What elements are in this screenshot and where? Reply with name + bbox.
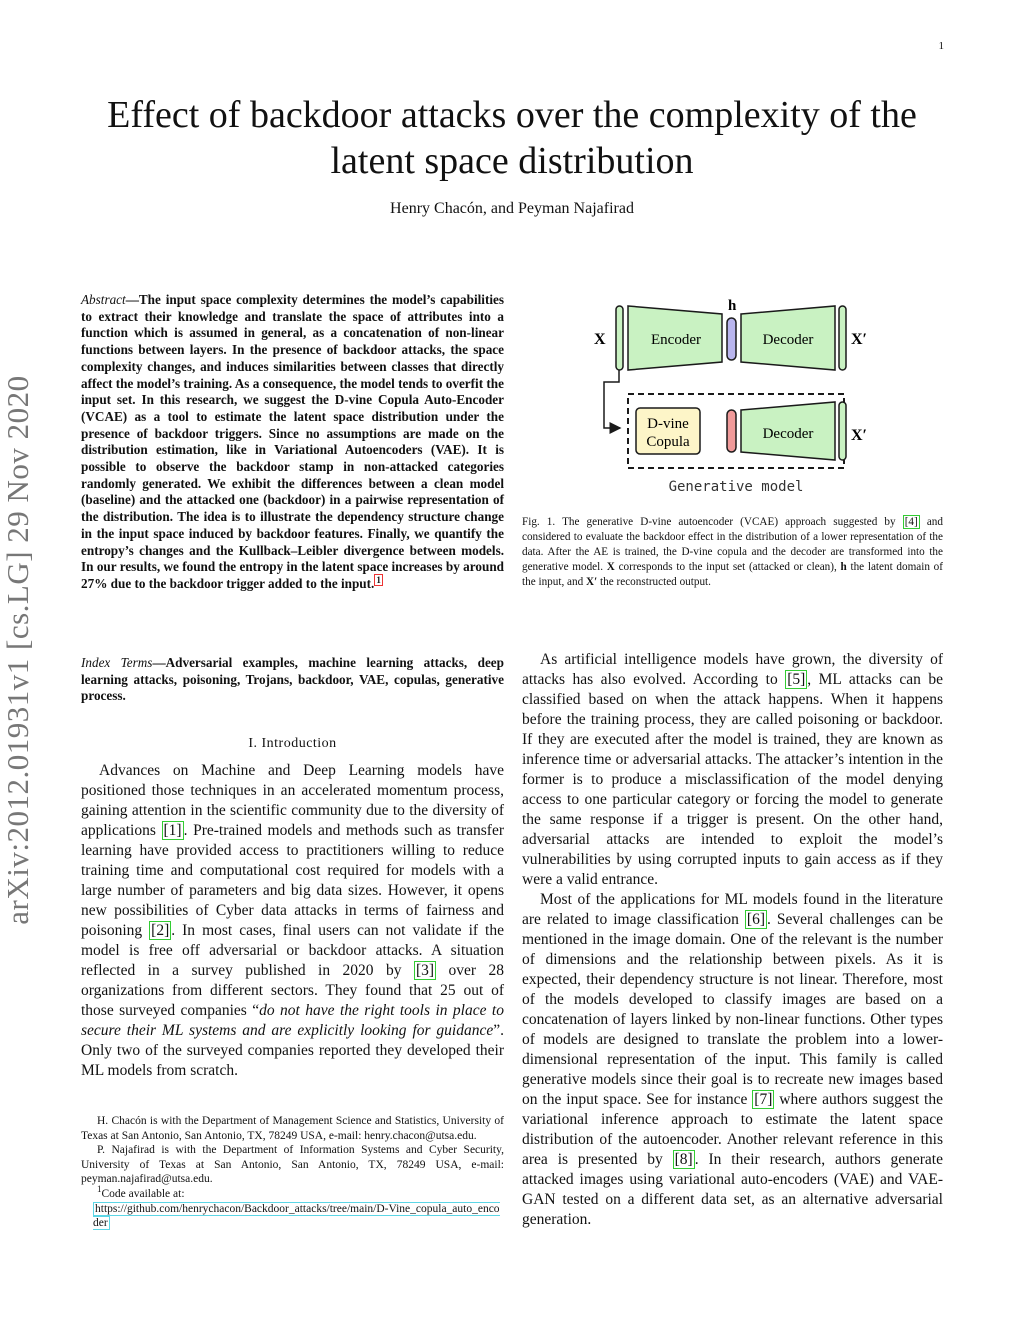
citation-link[interactable]: [4] bbox=[904, 516, 918, 528]
right-body bbox=[522, 650, 943, 1230]
output-bar-2 bbox=[839, 402, 846, 460]
footnotes bbox=[81, 1114, 504, 1231]
citation-link[interactable]: [5] bbox=[787, 671, 806, 688]
footnote-marker[interactable]: 1 bbox=[376, 574, 381, 585]
abstract-label: Abstract bbox=[81, 292, 126, 307]
latent-bar bbox=[727, 318, 736, 360]
right-paragraph-2: Most of the applications for ML models found in the literature are related to image classification [6] . Several challenges can be mentioned in the image domain. One of the relevant is the number of dimensions and the relationship between pixels. As it is expected, their dependency structure is not linear. Therefore, most of the models developed to classify images are based on a concatenation of layers linked by non-linear functions. Other types of models are designed to translate the problem into a lower-dimensional representation of the input. This family is called generative models since their goal is to recreate new images based on the input space. See for instance [7] where authors suggest the variational inference approach to estimate the latent space distribution of the autoencoder. Another relevant reference in this area is presented by [8] . In their research, authors generate attacked images using variational auto-encoders (VAE) and VAE-GAN tested on a different data set, as an alternative adversarial generation. bbox=[522, 891, 944, 1228]
footnote-author1: H. Chacón is with the Department of Management Science and Statistics, University of Texas at San Antonio, San Antonio, TX, 78249 USA, e-mail: henry.chacon@utsa.edu. bbox=[81, 1115, 504, 1142]
paper-title: Effect of backdoor attacks over the complexity of the latent space distribution bbox=[107, 94, 917, 182]
figure-caption: Fig. 1. The generative D-vine autoencoder (VCAE) approach suggested by [4] and considered to evaluate the backdoor effect in the distribution of a lower representation of the data. After the AE is trained, the D-vine copula and the decoder are transformed into the generative model. X corresponds to the input set (attacked or clean), h the latent domain of the input, and X′ the reconstructed output. bbox=[522, 516, 943, 588]
input-bar-1 bbox=[616, 306, 623, 370]
label-xprime-bottom: X′ bbox=[851, 427, 868, 444]
flow-arrow bbox=[604, 370, 620, 428]
dvine-label-line2: Copula bbox=[646, 434, 690, 450]
citation-link[interactable]: [1] bbox=[163, 822, 182, 839]
encoder-label: Encoder bbox=[651, 332, 701, 348]
code-url-link[interactable]: https://github.com/henrychacon/Backdoor_attacks/tree/main/D-Vine_copula_auto_encoder bbox=[93, 1202, 500, 1230]
right-paragraph-1: As artificial intelligence models have grown, the diversity of attacks has also evolved. According to [5] , ML attacks can be classified based on when the attack happens. When it happens before the training process, they are called poisoning or backdoor. If they are executed after the model is trained, they are known as inference time or adversarial attacks. The attacker’s intention in the former is to produce a misclassification of the model denying access to one particular category or forcing the model to generate the same response if a trigger is present. On the other hand, adversarial attacks are intended to exploit the model’s vulnerabilities by using corrupted inputs to gain access as if they were a valid entrance. bbox=[522, 651, 943, 888]
output-bar-1 bbox=[839, 306, 846, 370]
citation-link[interactable]: [2] bbox=[151, 922, 170, 939]
index-terms bbox=[81, 655, 504, 705]
abstract-text: —The input space complexity determines the model’s capabilities to extract their knowledge and translate the space of attributes into a function which is assumed in general, as a concatenation of non-linear functions between layers. In the presence of backdoor attacks, the space complexity changes, and induces similarities between classes that directly affect the model’s training. As a consequence, the model tends to overfit the input set. In this research, we suggest the D-vine Copula Auto-Encoder (VCAE) as a tool to estimate the latent space distribution under the presence of backdoor triggers. Since no assumptions are made on the distribution estimation, like in Variational Autoencoders (VAE). It is possible to observe the backdoor stamp in non-attacked categories randomly generated. We exhibit the differences between a clean model (baseline) and the attacked one (backdoor) in a pairwise representation of the distribution. The idea is to illustrate the dependency structure change in the input space induced by backdoor features. Finally, we quantify the entropy’s changes and the Kullback–Leibler divergence between models. In our results, we found the entropy in the latent space increases by around 27% due to the backdoor trigger added to the input. bbox=[81, 292, 504, 591]
intro-paragraph: Advances on Machine and Deep Learning models have positioned those techniques in an accelerated momentum process, gaining attention in the scientific community due to the diversity of applications [1] . Pre-trained models and methods such as transfer learning have provided access to practitioners willing to reduce training time and computational cost required for models with a large number of parameters and big data sizes. However, it opens new possibilities of Cyber data attacks in terms of fairness and poisoning [2] . In most cases, final users can not validate if the model is free off adversarial or backdoor attacks. A situation reflected in a survey published in 2020 by [3] over 28 organizations from different sectors. They found that 25 out of those surveyed companies “do not have the right tools in place to secure their ML systems and are explicitly looking for guidance”. Only two of the surveyed companies reported they developed their ML models from scratch. bbox=[81, 762, 505, 1079]
footnote-code: $^1$Code available at: bbox=[97, 1184, 185, 1200]
paper-authors: Henry Chacón, and Peyman Najafirad bbox=[390, 200, 634, 217]
citation-link[interactable]: [8] bbox=[674, 1151, 693, 1168]
arxiv-stamp: arXiv:2012.01931v1 [cs.LG] 29 Nov 2020 bbox=[0, 375, 35, 925]
index-terms-label: Index Terms bbox=[81, 655, 153, 670]
label-h: h bbox=[728, 298, 737, 314]
label-x: X bbox=[594, 331, 606, 348]
citation-link[interactable]: [3] bbox=[415, 962, 435, 979]
footnote-author2: P. Najafirad is with the Department of Information Systems and Cyber Security, University of Texas at San Antonio, San Antonio, TX, 78249 USA, e-mail: peyman.najafirad@utsa.edu. bbox=[81, 1144, 504, 1186]
section-heading: I. Introduction bbox=[248, 736, 337, 751]
abstract bbox=[81, 292, 504, 593]
citation-link[interactable]: [6] bbox=[746, 911, 765, 928]
figure-vcae-diagram bbox=[590, 294, 880, 500]
generative-model-label: Generative model bbox=[668, 479, 804, 495]
dvine-label-line1: D-vine bbox=[647, 416, 689, 432]
decoder-label-bottom: Decoder bbox=[762, 426, 814, 442]
sampled-latent-bar bbox=[727, 410, 736, 452]
index-terms-text: —Adversarial examples, machine learning attacks, deep learning attacks, poisoning, Trojans, backdoor, VAE, copulas, generative process. bbox=[81, 655, 504, 704]
decoder-label-top: Decoder bbox=[762, 332, 814, 348]
label-xprime-top: X′ bbox=[851, 331, 868, 348]
page-number: 1 bbox=[938, 40, 944, 52]
citation-link[interactable]: [7] bbox=[754, 1091, 773, 1108]
intro-body bbox=[81, 761, 504, 1081]
